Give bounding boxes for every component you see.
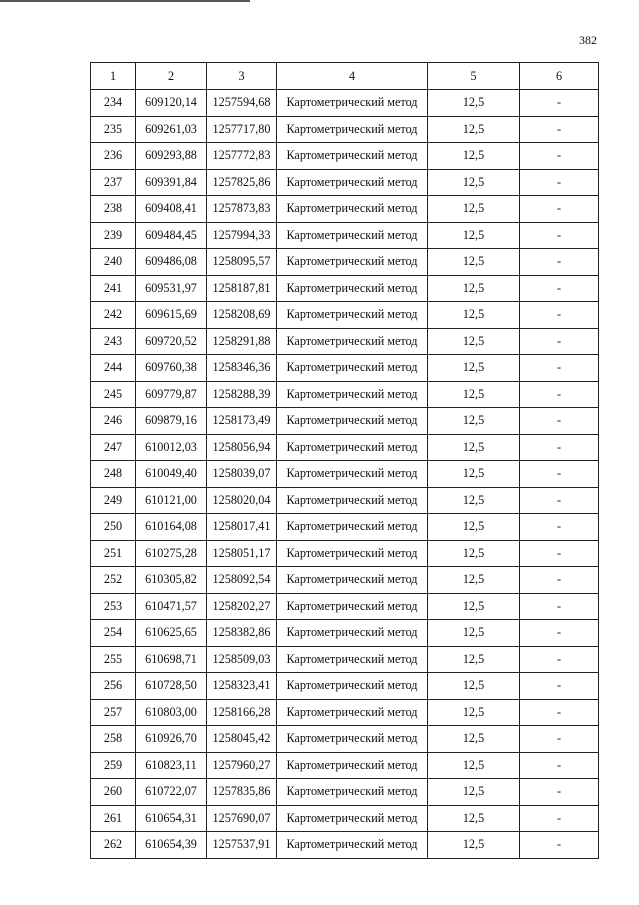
method-cell: Картометрический метод <box>277 726 428 753</box>
method-cell: Картометрический метод <box>277 249 428 276</box>
method-cell: Картометрический метод <box>277 90 428 117</box>
x-coordinate-cell: 610012,03 <box>136 434 207 461</box>
description-cell: - <box>520 593 599 620</box>
y-coordinate-cell: 1258382,86 <box>207 620 277 647</box>
point-number-cell: 246 <box>91 408 136 435</box>
accuracy-cell: 12,5 <box>428 381 520 408</box>
y-coordinate-cell: 1257835,86 <box>207 779 277 806</box>
x-coordinate-cell: 610654,39 <box>136 832 207 859</box>
table-row <box>91 673 599 700</box>
method-cell: Картометрический метод <box>277 328 428 355</box>
x-coordinate-cell: 610121,00 <box>136 487 207 514</box>
description-cell: - <box>520 116 599 143</box>
y-coordinate-cell: 1258173,49 <box>207 408 277 435</box>
table-row <box>91 593 599 620</box>
method-cell: Картометрический метод <box>277 461 428 488</box>
x-coordinate-cell: 609486,08 <box>136 249 207 276</box>
accuracy-cell: 12,5 <box>428 593 520 620</box>
x-coordinate-cell: 610275,28 <box>136 540 207 567</box>
y-coordinate-cell: 1257825,86 <box>207 169 277 196</box>
accuracy-cell: 12,5 <box>428 646 520 673</box>
y-coordinate-cell: 1258187,81 <box>207 275 277 302</box>
header-cell-4: 4 <box>277 63 428 90</box>
method-cell: Картометрический метод <box>277 169 428 196</box>
method-cell: Картометрический метод <box>277 620 428 647</box>
point-number-cell: 252 <box>91 567 136 594</box>
description-cell: - <box>520 408 599 435</box>
accuracy-cell: 12,5 <box>428 699 520 726</box>
header-cell-5: 5 <box>428 63 520 90</box>
x-coordinate-cell: 609408,41 <box>136 196 207 223</box>
point-number-cell: 240 <box>91 249 136 276</box>
description-cell: - <box>520 646 599 673</box>
table-row <box>91 540 599 567</box>
y-coordinate-cell: 1258202,27 <box>207 593 277 620</box>
description-cell: - <box>520 302 599 329</box>
description-cell: - <box>520 699 599 726</box>
accuracy-cell: 12,5 <box>428 143 520 170</box>
point-number-cell: 242 <box>91 302 136 329</box>
table-row <box>91 832 599 859</box>
table-row <box>91 699 599 726</box>
x-coordinate-cell: 609615,69 <box>136 302 207 329</box>
y-coordinate-cell: 1258208,69 <box>207 302 277 329</box>
accuracy-cell: 12,5 <box>428 461 520 488</box>
y-coordinate-cell: 1258509,03 <box>207 646 277 673</box>
y-coordinate-cell: 1258323,41 <box>207 673 277 700</box>
x-coordinate-cell: 610305,82 <box>136 567 207 594</box>
table-row <box>91 222 599 249</box>
table-row <box>91 514 599 541</box>
x-coordinate-cell: 609720,52 <box>136 328 207 355</box>
description-cell: - <box>520 805 599 832</box>
table-row <box>91 381 599 408</box>
method-cell: Картометрический метод <box>277 514 428 541</box>
y-coordinate-cell: 1257594,68 <box>207 90 277 117</box>
point-number-cell: 248 <box>91 461 136 488</box>
accuracy-cell: 12,5 <box>428 540 520 567</box>
description-cell: - <box>520 779 599 806</box>
description-cell: - <box>520 196 599 223</box>
coordinates-table <box>90 62 599 859</box>
point-number-cell: 244 <box>91 355 136 382</box>
x-coordinate-cell: 610698,71 <box>136 646 207 673</box>
table-row <box>91 302 599 329</box>
description-cell: - <box>520 249 599 276</box>
table-row <box>91 328 599 355</box>
y-coordinate-cell: 1258017,41 <box>207 514 277 541</box>
description-cell: - <box>520 673 599 700</box>
y-coordinate-cell: 1257690,07 <box>207 805 277 832</box>
x-coordinate-cell: 609484,45 <box>136 222 207 249</box>
table-body <box>91 90 599 859</box>
y-coordinate-cell: 1257772,83 <box>207 143 277 170</box>
accuracy-cell: 12,5 <box>428 169 520 196</box>
accuracy-cell: 12,5 <box>428 249 520 276</box>
description-cell: - <box>520 487 599 514</box>
point-number-cell: 239 <box>91 222 136 249</box>
method-cell: Картометрический метод <box>277 434 428 461</box>
x-coordinate-cell: 610823,11 <box>136 752 207 779</box>
point-number-cell: 261 <box>91 805 136 832</box>
description-cell: - <box>520 540 599 567</box>
x-coordinate-cell: 610164,08 <box>136 514 207 541</box>
accuracy-cell: 12,5 <box>428 328 520 355</box>
point-number-cell: 247 <box>91 434 136 461</box>
y-coordinate-cell: 1258095,57 <box>207 249 277 276</box>
accuracy-cell: 12,5 <box>428 434 520 461</box>
method-cell: Картометрический метод <box>277 275 428 302</box>
table-row <box>91 249 599 276</box>
method-cell: Картометрический метод <box>277 143 428 170</box>
accuracy-cell: 12,5 <box>428 302 520 329</box>
table-row <box>91 461 599 488</box>
point-number-cell: 241 <box>91 275 136 302</box>
point-number-cell: 238 <box>91 196 136 223</box>
method-cell: Картометрический метод <box>277 593 428 620</box>
point-number-cell: 251 <box>91 540 136 567</box>
table-row <box>91 196 599 223</box>
table-row <box>91 487 599 514</box>
accuracy-cell: 12,5 <box>428 116 520 143</box>
y-coordinate-cell: 1258166,28 <box>207 699 277 726</box>
header-cell-6: 6 <box>520 63 599 90</box>
y-coordinate-cell: 1257994,33 <box>207 222 277 249</box>
page-number: 382 <box>579 33 597 47</box>
y-coordinate-cell: 1258092,54 <box>207 567 277 594</box>
method-cell: Картометрический метод <box>277 699 428 726</box>
y-coordinate-cell: 1258346,36 <box>207 355 277 382</box>
method-cell: Картометрический метод <box>277 381 428 408</box>
accuracy-cell: 12,5 <box>428 222 520 249</box>
point-number-cell: 260 <box>91 779 136 806</box>
table-row <box>91 752 599 779</box>
method-cell: Картометрический метод <box>277 673 428 700</box>
accuracy-cell: 12,5 <box>428 779 520 806</box>
point-number-cell: 236 <box>91 143 136 170</box>
table-row <box>91 567 599 594</box>
x-coordinate-cell: 609879,16 <box>136 408 207 435</box>
table-row <box>91 169 599 196</box>
table-row <box>91 434 599 461</box>
method-cell: Картометрический метод <box>277 196 428 223</box>
method-cell: Картометрический метод <box>277 779 428 806</box>
table-row <box>91 408 599 435</box>
table-header-row <box>91 63 599 90</box>
x-coordinate-cell: 610471,57 <box>136 593 207 620</box>
table-row <box>91 90 599 117</box>
method-cell: Картометрический метод <box>277 832 428 859</box>
description-cell: - <box>520 752 599 779</box>
point-number-cell: 234 <box>91 90 136 117</box>
point-number-cell: 243 <box>91 328 136 355</box>
point-number-cell: 254 <box>91 620 136 647</box>
x-coordinate-cell: 609391,84 <box>136 169 207 196</box>
table-row <box>91 726 599 753</box>
point-number-cell: 245 <box>91 381 136 408</box>
y-coordinate-cell: 1257960,27 <box>207 752 277 779</box>
x-coordinate-cell: 609760,38 <box>136 355 207 382</box>
description-cell: - <box>520 434 599 461</box>
y-coordinate-cell: 1258045,42 <box>207 726 277 753</box>
description-cell: - <box>520 275 599 302</box>
method-cell: Картометрический метод <box>277 646 428 673</box>
header-cell-2: 2 <box>136 63 207 90</box>
y-coordinate-cell: 1258288,39 <box>207 381 277 408</box>
y-coordinate-cell: 1258291,88 <box>207 328 277 355</box>
accuracy-cell: 12,5 <box>428 408 520 435</box>
y-coordinate-cell: 1257873,83 <box>207 196 277 223</box>
method-cell: Картометрический метод <box>277 222 428 249</box>
description-cell: - <box>520 222 599 249</box>
x-coordinate-cell: 610049,40 <box>136 461 207 488</box>
description-cell: - <box>520 381 599 408</box>
point-number-cell: 257 <box>91 699 136 726</box>
accuracy-cell: 12,5 <box>428 90 520 117</box>
accuracy-cell: 12,5 <box>428 752 520 779</box>
header-cell-1: 1 <box>91 63 136 90</box>
accuracy-cell: 12,5 <box>428 620 520 647</box>
y-coordinate-cell: 1258056,94 <box>207 434 277 461</box>
accuracy-cell: 12,5 <box>428 726 520 753</box>
method-cell: Картометрический метод <box>277 116 428 143</box>
x-coordinate-cell: 609293,88 <box>136 143 207 170</box>
table-row <box>91 275 599 302</box>
x-coordinate-cell: 610625,65 <box>136 620 207 647</box>
accuracy-cell: 12,5 <box>428 355 520 382</box>
y-coordinate-cell: 1258020,04 <box>207 487 277 514</box>
x-coordinate-cell: 610803,00 <box>136 699 207 726</box>
point-number-cell: 262 <box>91 832 136 859</box>
x-coordinate-cell: 610728,50 <box>136 673 207 700</box>
point-number-cell: 256 <box>91 673 136 700</box>
point-number-cell: 259 <box>91 752 136 779</box>
top-rule <box>0 0 250 2</box>
y-coordinate-cell: 1258039,07 <box>207 461 277 488</box>
accuracy-cell: 12,5 <box>428 487 520 514</box>
description-cell: - <box>520 328 599 355</box>
description-cell: - <box>520 514 599 541</box>
description-cell: - <box>520 567 599 594</box>
y-coordinate-cell: 1257717,80 <box>207 116 277 143</box>
method-cell: Картометрический метод <box>277 302 428 329</box>
method-cell: Картометрический метод <box>277 567 428 594</box>
x-coordinate-cell: 610926,70 <box>136 726 207 753</box>
table-row <box>91 620 599 647</box>
table-row <box>91 779 599 806</box>
point-number-cell: 249 <box>91 487 136 514</box>
point-number-cell: 250 <box>91 514 136 541</box>
accuracy-cell: 12,5 <box>428 196 520 223</box>
accuracy-cell: 12,5 <box>428 275 520 302</box>
accuracy-cell: 12,5 <box>428 832 520 859</box>
point-number-cell: 258 <box>91 726 136 753</box>
accuracy-cell: 12,5 <box>428 567 520 594</box>
table-row <box>91 646 599 673</box>
method-cell: Картометрический метод <box>277 540 428 567</box>
description-cell: - <box>520 726 599 753</box>
header-cell-3: 3 <box>207 63 277 90</box>
x-coordinate-cell: 610654,31 <box>136 805 207 832</box>
y-coordinate-cell: 1258051,17 <box>207 540 277 567</box>
y-coordinate-cell: 1257537,91 <box>207 832 277 859</box>
description-cell: - <box>520 169 599 196</box>
point-number-cell: 235 <box>91 116 136 143</box>
accuracy-cell: 12,5 <box>428 673 520 700</box>
table-row <box>91 143 599 170</box>
point-number-cell: 255 <box>91 646 136 673</box>
point-number-cell: 253 <box>91 593 136 620</box>
x-coordinate-cell: 609120,14 <box>136 90 207 117</box>
table-row <box>91 355 599 382</box>
x-coordinate-cell: 609779,87 <box>136 381 207 408</box>
method-cell: Картометрический метод <box>277 752 428 779</box>
accuracy-cell: 12,5 <box>428 514 520 541</box>
x-coordinate-cell: 610722,07 <box>136 779 207 806</box>
table-row <box>91 805 599 832</box>
accuracy-cell: 12,5 <box>428 805 520 832</box>
x-coordinate-cell: 609261,03 <box>136 116 207 143</box>
method-cell: Картометрический метод <box>277 355 428 382</box>
point-number-cell: 237 <box>91 169 136 196</box>
method-cell: Картометрический метод <box>277 805 428 832</box>
description-cell: - <box>520 143 599 170</box>
description-cell: - <box>520 355 599 382</box>
table-row <box>91 116 599 143</box>
description-cell: - <box>520 90 599 117</box>
method-cell: Картометрический метод <box>277 408 428 435</box>
x-coordinate-cell: 609531,97 <box>136 275 207 302</box>
description-cell: - <box>520 832 599 859</box>
description-cell: - <box>520 620 599 647</box>
description-cell: - <box>520 461 599 488</box>
method-cell: Картометрический метод <box>277 487 428 514</box>
